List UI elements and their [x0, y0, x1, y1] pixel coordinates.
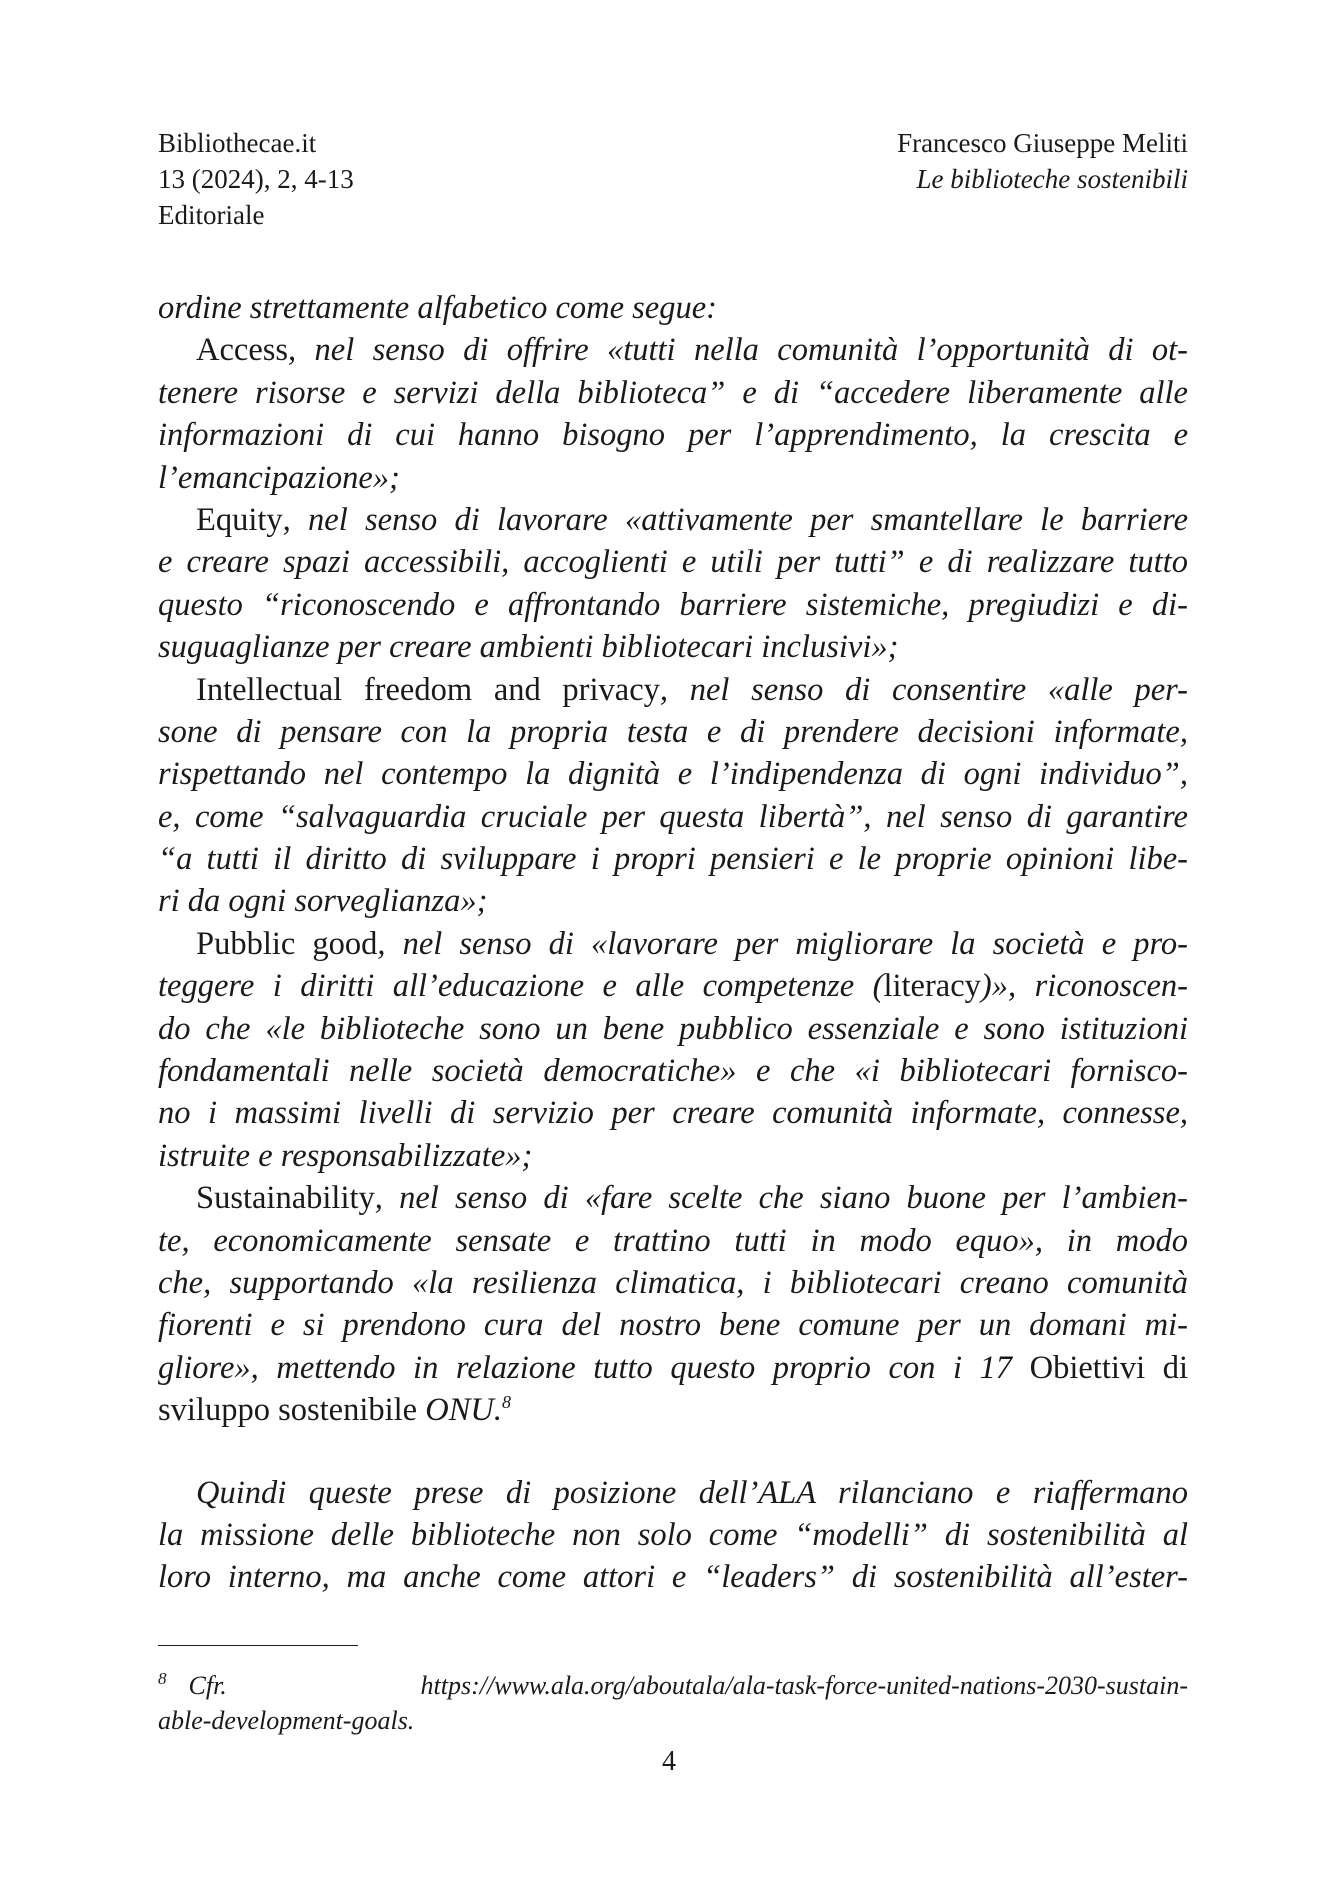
header-journal-info	[158, 125, 354, 233]
term-access: Access	[196, 332, 289, 369]
text-line: ri da ogni sorveglianza»;	[158, 883, 488, 920]
paragraph-gap	[158, 1432, 1188, 1472]
footnote	[158, 1668, 1188, 1738]
text-line: gliore», mettendo in relazione tutto questo proprio con i 17 Obiettivi di	[158, 1349, 1188, 1386]
footnote-text: Cfr. https://www.ala.org/aboutala/ala-task-force-united-nations-2030-sustain-	[188, 1671, 1188, 1700]
text-line: suguaglianze per creare ambienti bibliotecari inclusivi»;	[158, 629, 899, 666]
term-literacy: literacy	[883, 968, 981, 1005]
text-line: l’emancipazione»;	[158, 459, 400, 496]
footnote-reference[interactable]: 8	[501, 1392, 511, 1413]
term-equity: Equity	[196, 501, 283, 538]
text-line: ordine strettamente alfabetico come segue:	[158, 290, 717, 326]
main-text	[158, 287, 1188, 1599]
header-article-info	[897, 125, 1188, 197]
section-name: Editoriale	[158, 200, 265, 230]
text-line: rispettando nel contempo la dignità e l’indipendenza di ogni individuo”,	[158, 756, 1188, 793]
term-public-good: Pubblic good	[196, 925, 378, 962]
text-line: loro interno, ma anche come attori e “leaders” di sostenibilità all’ester-	[158, 1559, 1188, 1596]
footnote-separator	[158, 1645, 358, 1646]
footnote-line	[158, 1668, 1188, 1703]
journal-name: Bibliothecae.it	[158, 128, 317, 158]
text-line: Intellectual freedom and privacy, nel senso di consentire «alle per-	[196, 671, 1188, 708]
text-line: sone di pensare con la propria testa e di prendere decisioni informate,	[158, 713, 1188, 750]
text-line: istruite e responsabilizzate»;	[158, 1137, 533, 1174]
text-line: Equity, nel senso di lavorare «attivamente per smantellare le barriere	[196, 501, 1188, 538]
term-intellectual-freedom: Intellectual freedom and privacy	[196, 671, 660, 708]
text-line: sviluppo sostenibile ONU.$^8$	[158, 1392, 511, 1429]
footnote-line: able-development-goals.	[158, 1706, 415, 1735]
text-line: no i massimi livelli di servizio per creare comunità informate, connesse,	[158, 1095, 1188, 1132]
text-line: Sustainability, nel senso di «fare scelte che siano buone per l’ambien-	[196, 1180, 1188, 1217]
term-sustainability: Sustainability	[196, 1180, 375, 1217]
text-line: Pubblic good, nel senso di «lavorare per migliorare la società e pro-	[196, 925, 1188, 962]
text-line: Quindi queste prese di posizione dell’ALA rilanciano e riaffermano	[196, 1474, 1188, 1511]
text-line: te, economicamente sensate e trattino tutti in modo equo», in modo	[158, 1222, 1188, 1259]
text-line: la missione delle biblioteche non solo come “modelli” di sostenibilità al	[158, 1516, 1188, 1553]
page-number: 4	[662, 1746, 676, 1777]
article-title: Le biblioteche sostenibili	[916, 164, 1188, 194]
text-line: Access, nel senso di offrire «tutti nella comunità l’opportunità di ot-	[196, 332, 1188, 369]
text-line: do che «le biblioteche sono un bene pubblico essenziale e sono istituzioni	[158, 1010, 1188, 1047]
text-line: questo “riconoscendo e affrontando barriere sistemiche, pregiudizi e di-	[158, 586, 1188, 623]
text-line: fondamentali nelle società democratiche» e che «i bibliotecari fornisco-	[158, 1053, 1188, 1090]
text-line: fiorenti e si prendono cura del nostro bene comune per un domani mi-	[158, 1307, 1188, 1344]
text-line: “a tutti il diritto di sviluppare i propri pensieri e le proprie opinioni libe-	[158, 841, 1188, 878]
text-line: e, come “salvaguardia cruciale per questa libertà”, nel senso di garantire	[158, 798, 1188, 835]
text-line: tenere risorse e servizi della biblioteca” e di “accedere liberamente alle	[158, 374, 1188, 411]
text-line: teggere i diritti all’educazione e alle competenze (literacy)», riconoscen-	[158, 968, 1188, 1005]
issue-info: 13 (2024), 2, 4-13	[158, 164, 354, 194]
text-line: informazioni di cui hanno bisogno per l’apprendimento, la crescita e	[158, 417, 1188, 454]
footnote-number: 8	[158, 1669, 167, 1689]
text-line: e creare spazi accessibili, accoglienti e utili per tutti” e di realizzare tutto	[158, 544, 1188, 581]
author-name: Francesco Giuseppe Meliti	[897, 128, 1188, 158]
text-line: che, supportando «la resilienza climatica, i bibliotecari creano comunità	[158, 1264, 1188, 1301]
